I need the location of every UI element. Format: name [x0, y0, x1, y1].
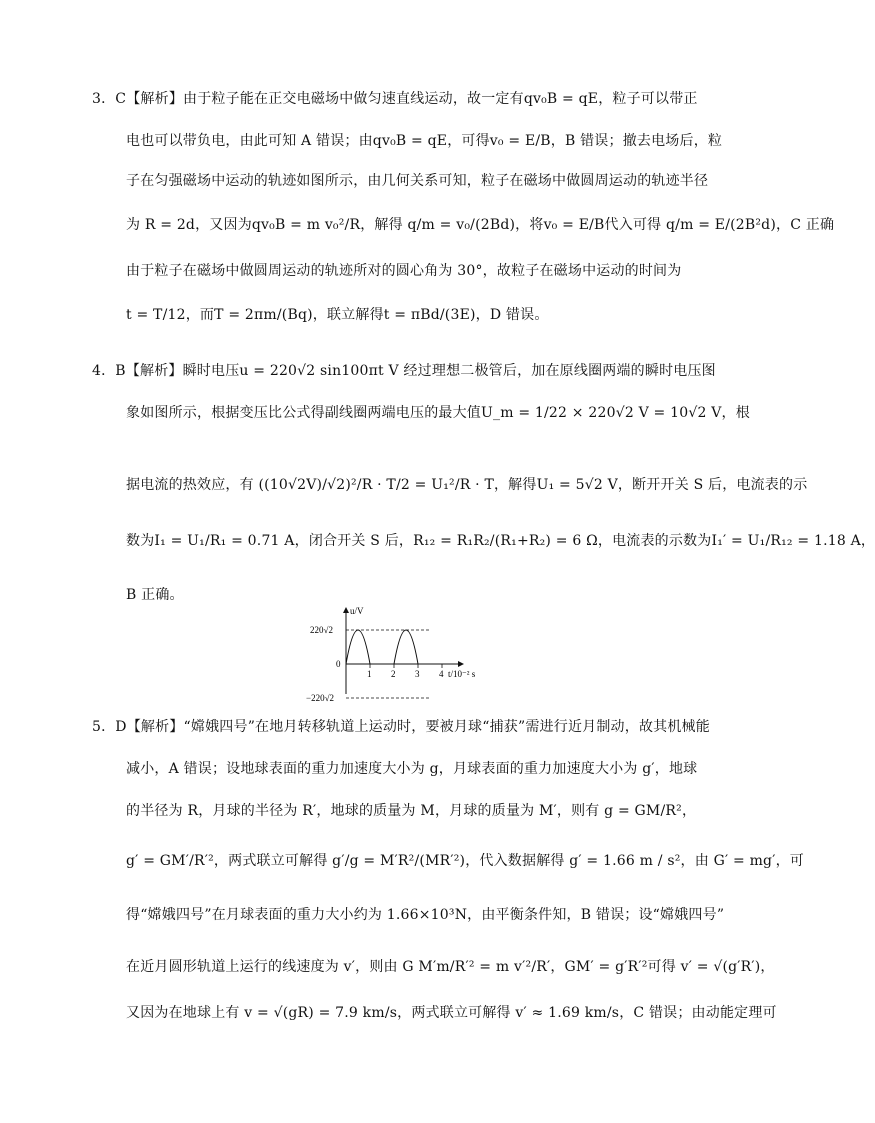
q5-line-4: g′ = GM′/R′²，两式联立可解得 g′/g = M′R²/(MR′²)，代入数据解得 g′ = 1.66 m / s²，由 G′ = mg′，可 — [126, 853, 804, 869]
y-axis-label: u/V — [350, 606, 364, 616]
x-tick-label-4: 4 — [439, 669, 444, 679]
q3-line-6: t = T/12，而T = 2πm/(Bq)，联立解得t = πBd/(3E)，D 错误。 — [126, 307, 549, 323]
q4-line-2: 象如图所示，根据变压比公式得副线圈两端电压的最大值U_m = 1/22 × 220√2 V = 10√2 V，根 — [126, 405, 750, 421]
y-axis-arrow — [343, 607, 349, 613]
q3-line-2: 电也可以带负电，由此可知 A 错误；由qv₀B = qE，可得v₀ = E/B，B 错误；撤去电场后，粒 — [126, 133, 723, 149]
x-axis-arrow — [458, 661, 464, 667]
y-top-label: 220√2 — [310, 625, 333, 635]
q4-line-3: 据电流的热效应，有 ((10√2V)/√2)²/R · T/2 = U₁²/R · T，解得U₁ = 5√2 V，断开开关 S 后，电流表的示 — [126, 477, 808, 493]
x-tick-label-2: 2 — [391, 669, 396, 679]
q3-line-5: 由于粒子在磁场中做圆周运动的轨迹所对的圆心角为 30°，故粒子在磁场中运动的时间为 — [126, 263, 682, 279]
q3-line-3: 子在匀强磁场中运动的轨迹如图所示，由几何关系可知，粒子在磁场中做圆周运动的轨迹半径 — [126, 173, 709, 189]
x-tick-label-3: 3 — [415, 669, 420, 679]
y-bottom-label: −220√2 — [306, 693, 335, 703]
y-zero-label: 0 — [336, 659, 341, 669]
q5-line-5: 得“嫦娥四号”在月球表面的重力大小约为 1.66×10³N，由平衡条件知，B 错误；设“嫦娥四号” — [126, 907, 725, 923]
q3-line-1: 3．C【解析】由于粒子能在正交电磁场中做匀速直线运动，故一定有qv₀B = qE，粒子可以带正 — [92, 91, 698, 107]
q5-line-1: 5．D【解析】“嫦娥四号”在地月转移轨道上运动时，要被月球“捕获”需进行近月制动，故其机械能 — [92, 719, 710, 735]
voltage-waveform-figure — [300, 604, 480, 704]
q5-line-3: 的半径为 R，月球的半径为 R′，地球的质量为 M，月球的质量为 M′，则有 g = GM/R²， — [126, 803, 697, 819]
q5-line-6: 在近月圆形轨道上运行的线速度为 v′，则由 G M′m/R′² = m v′²/R′，GM′ = g′R′²可得 v′ = √(g′R′)， — [126, 959, 775, 975]
q3-line-4: 为 R = 2d，又因为qv₀B = m v₀²/R，解得 q/m = v₀/(2Bd)，将v₀ = E/B代入可得 q/m = E/(2B²d)，C 正确 — [126, 217, 835, 233]
waveform-hump-1 — [346, 630, 370, 664]
voltage-waveform-svg — [300, 604, 480, 704]
q4-line-5: B 正确。 — [126, 587, 184, 603]
q5-line-7: 又因为在地球上有 v = √(gR) = 7.9 km/s，两式联立可解得 v′ ≈ 1.69 km/s，C 错误；由动能定理可 — [126, 1005, 777, 1021]
q4-line-1: 4．B【解析】瞬时电压u = 220√2 sin100πt V 经过理想二极管后，加在原线圈两端的瞬时电压图 — [92, 363, 716, 379]
q5-line-2: 减小，A 错误；设地球表面的重力加速度大小为 g，月球表面的重力加速度大小为 g′，地球 — [126, 761, 698, 777]
waveform-hump-2 — [394, 630, 418, 664]
q4-line-4: 数为I₁ = U₁/R₁ = 0.71 A，闭合开关 S 后，R₁₂ = R₁R₂/(R₁+R₂) = 6 Ω，电流表的示数为I₁′ = U₁/R₁₂ = 1.18 A， — [126, 533, 875, 549]
x-axis-label: t/10⁻² s — [448, 669, 476, 679]
x-tick-label-1: 1 — [367, 669, 372, 679]
